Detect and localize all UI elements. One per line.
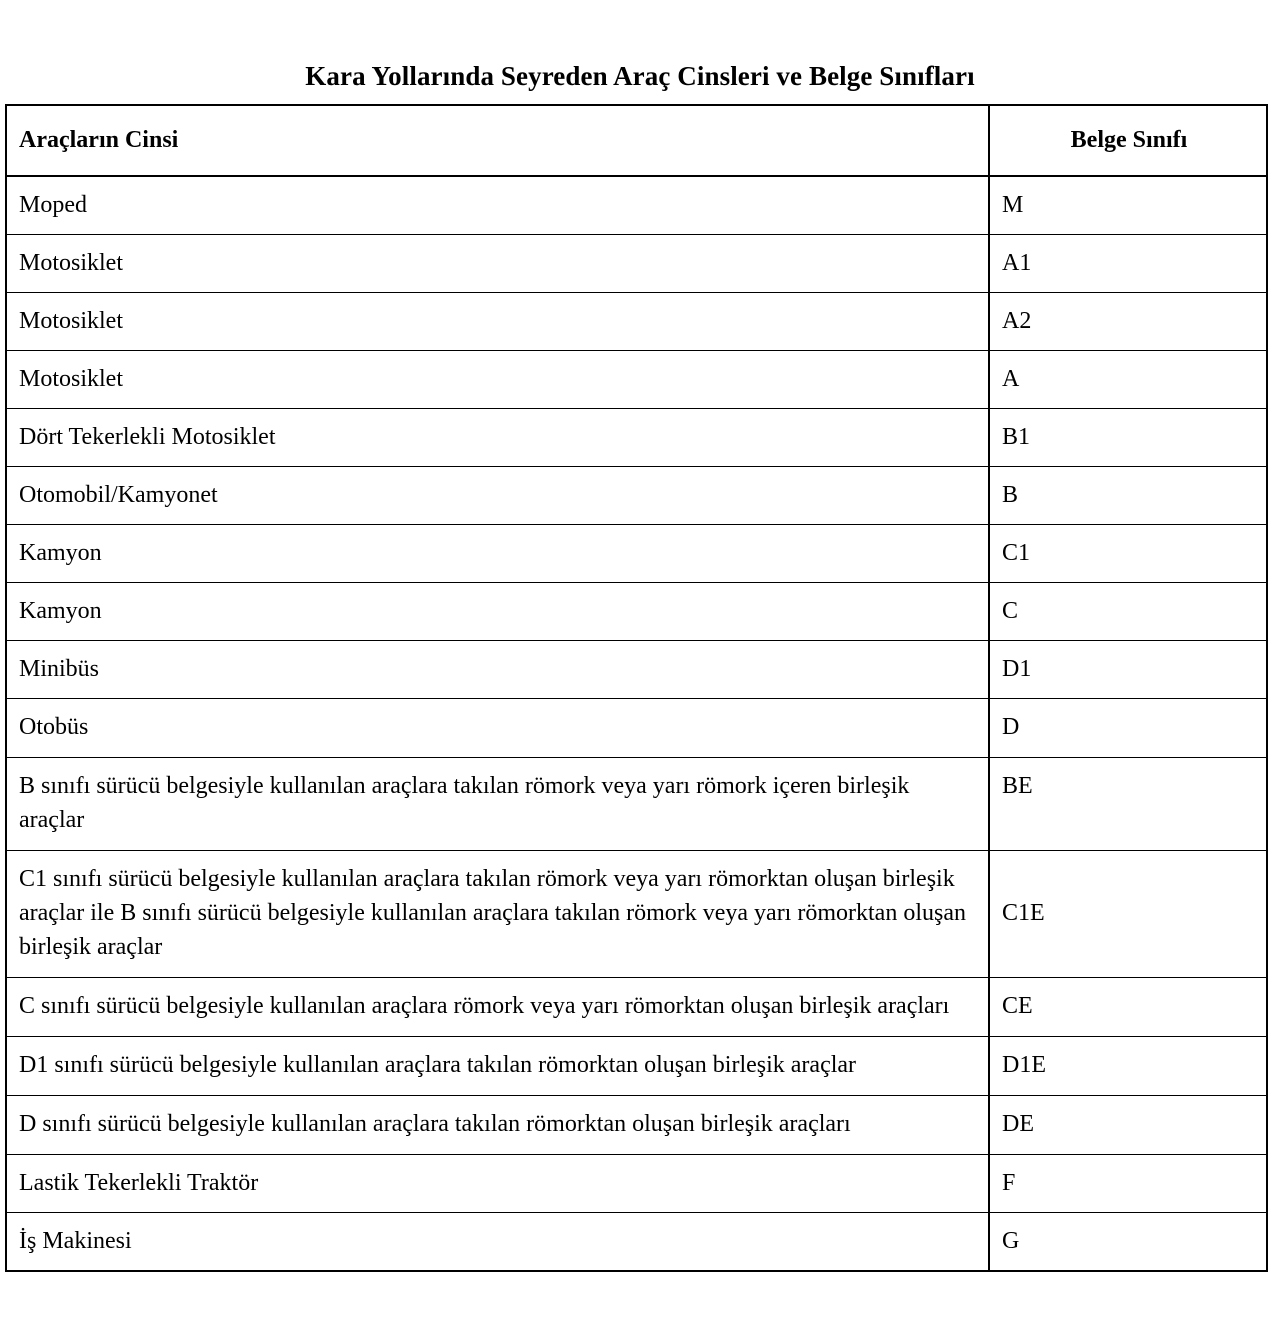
cell-licence-class: BE bbox=[989, 757, 1267, 850]
cell-vehicle-type: B sınıfı sürücü belgesiyle kullanılan araçlara takılan römork veya yarı römork içeren birleşik araçlar bbox=[6, 757, 989, 850]
cell-licence-class: D1 bbox=[989, 641, 1267, 699]
table-row bbox=[6, 977, 1267, 1036]
cell-licence-class: F bbox=[989, 1155, 1267, 1213]
cell-licence-class: B bbox=[989, 467, 1267, 525]
cell-vehicle-type: İş Makinesi bbox=[6, 1213, 989, 1272]
table-row bbox=[6, 351, 1267, 409]
table-container bbox=[0, 104, 1280, 1273]
cell-vehicle-type: Lastik Tekerlekli Traktör bbox=[6, 1155, 989, 1213]
cell-vehicle-type: C1 sınıfı sürücü belgesiyle kullanılan araçlara takılan römork veya yarı römorktan oluşan birleşik araçlar ile B sınıfı sürücü belgesiyle kullanılan araçlara takılan römork veya yarı römorktan oluşan birleşik araçlar bbox=[6, 850, 989, 977]
table-row bbox=[6, 467, 1267, 525]
cell-licence-class: D1E bbox=[989, 1037, 1267, 1096]
table-row bbox=[6, 1213, 1267, 1272]
table-row bbox=[6, 1037, 1267, 1096]
cell-vehicle-type: Minibüs bbox=[6, 641, 989, 699]
cell-vehicle-type: Otobüs bbox=[6, 699, 989, 757]
table-row bbox=[6, 525, 1267, 583]
cell-vehicle-type: D1 sınıfı sürücü belgesiyle kullanılan araçlara takılan römorktan oluşan birleşik araçlar bbox=[6, 1037, 989, 1096]
cell-vehicle-type: Motosiklet bbox=[6, 351, 989, 409]
cell-licence-class: C bbox=[989, 583, 1267, 641]
cell-vehicle-type: Kamyon bbox=[6, 583, 989, 641]
column-header-licence-class: Belge Sınıfı bbox=[989, 105, 1267, 176]
table-row bbox=[6, 641, 1267, 699]
table-row bbox=[6, 1096, 1267, 1155]
table-header bbox=[6, 105, 1267, 176]
table-row bbox=[6, 176, 1267, 235]
cell-licence-class: DE bbox=[989, 1096, 1267, 1155]
cell-licence-class: A1 bbox=[989, 234, 1267, 292]
cell-vehicle-type: C sınıfı sürücü belgesiyle kullanılan araçlara römork veya yarı römorktan oluşan birleşik araçları bbox=[6, 977, 989, 1036]
cell-vehicle-type: Motosiklet bbox=[6, 234, 989, 292]
cell-vehicle-type: Motosiklet bbox=[6, 292, 989, 350]
cell-licence-class: A bbox=[989, 351, 1267, 409]
cell-vehicle-type: D sınıfı sürücü belgesiyle kullanılan araçlara takılan römorktan oluşan birleşik araçları bbox=[6, 1096, 989, 1155]
table-row bbox=[6, 292, 1267, 350]
table-row bbox=[6, 699, 1267, 757]
table-body bbox=[6, 176, 1267, 1272]
cell-licence-class: C1E bbox=[989, 850, 1267, 977]
table-row bbox=[6, 409, 1267, 467]
cell-licence-class: C1 bbox=[989, 525, 1267, 583]
cell-vehicle-type: Kamyon bbox=[6, 525, 989, 583]
vehicle-classes-table bbox=[5, 104, 1268, 1273]
cell-vehicle-type: Dört Tekerlekli Motosiklet bbox=[6, 409, 989, 467]
table-row bbox=[6, 234, 1267, 292]
table-row bbox=[6, 757, 1267, 850]
cell-licence-class: CE bbox=[989, 977, 1267, 1036]
cell-licence-class: G bbox=[989, 1213, 1267, 1272]
cell-licence-class: B1 bbox=[989, 409, 1267, 467]
column-header-vehicle-type: Araçların Cinsi bbox=[6, 105, 989, 176]
page-title: Kara Yollarında Seyreden Araç Cinsleri ve Belge Sınıfları bbox=[305, 61, 975, 91]
table-row bbox=[6, 850, 1267, 977]
cell-vehicle-type: Moped bbox=[6, 176, 989, 235]
cell-licence-class: A2 bbox=[989, 292, 1267, 350]
cell-licence-class: D bbox=[989, 699, 1267, 757]
table-header-row bbox=[6, 105, 1267, 176]
cell-vehicle-type: Otomobil/Kamyonet bbox=[6, 467, 989, 525]
table-row bbox=[6, 583, 1267, 641]
table-row bbox=[6, 1155, 1267, 1213]
cell-licence-class: M bbox=[989, 176, 1267, 235]
